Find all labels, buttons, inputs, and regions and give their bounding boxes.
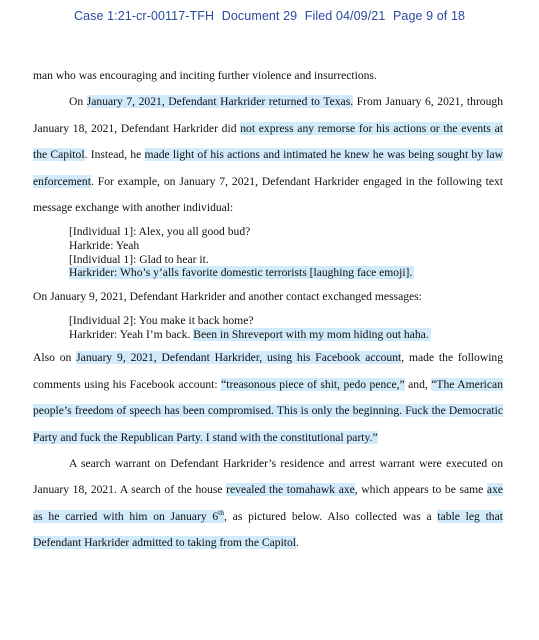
message-line: [Individual 1]: Glad to hear it.	[69, 252, 209, 266]
p2-text-g: . For example, on January 7, 2021, Defendant Harkrider engaged in the following text message exchange with another individual:	[33, 174, 503, 215]
text-message-exchange-2	[69, 314, 503, 341]
paragraph-2	[33, 89, 503, 221]
message-text: Harkrider: Yeah I’m back.	[69, 327, 194, 341]
message-line	[69, 266, 503, 280]
p5-text-d: axe as he carried with him on January 6	[33, 483, 504, 523]
document-number: Document 29	[221, 9, 298, 23]
message-line: Harkride: Yeah	[69, 239, 140, 253]
text-message-exchange-1	[69, 225, 503, 279]
p2-highlight-made-light: made light of his actions and intimated he knew he was being sought by law enforcement	[33, 148, 504, 188]
superscript-th: th	[218, 507, 225, 517]
paragraph-4	[33, 345, 503, 451]
p5-text-g: .	[296, 536, 299, 550]
document-body	[33, 63, 503, 557]
paragraph-1-text: man who was encouraging and inciting further violence and insurrections.	[33, 69, 377, 82]
p5-text-e: , as pictured below. Also collected was a	[224, 509, 438, 523]
p2-text-a: On	[69, 95, 87, 109]
filed-date: Filed 04/09/21	[304, 9, 386, 23]
paragraph-5	[33, 451, 503, 557]
message-line	[69, 328, 503, 342]
p5-highlight-table-leg: table leg that Defendant Harkrider admitted to taking from the Capitol	[33, 509, 503, 550]
message-highlight-terrorists: Harkrider: Who’s y’alls favorite domestic terrorists [laughing face emoji].	[69, 266, 413, 280]
message-highlight-shreveport: Been in Shreveport with my mom hiding out haha.	[193, 327, 429, 341]
paragraph-3-text: On January 9, 2021, Defendant Harkrider and another contact exchanged messages:	[33, 289, 422, 303]
p4-highlight-quote-1: “treasonous piece of shit, pedo pence,”	[221, 377, 405, 391]
p2-highlight-returned: January 7, 2021, Defendant Harkrider returned to Texas.	[86, 95, 354, 109]
case-number: Case 1:21-cr-00117-TFH	[73, 9, 215, 23]
paragraph-3	[33, 284, 503, 310]
p4-text-e: and,	[404, 377, 432, 391]
message-line: [Individual 2]: You make it back home?	[69, 314, 254, 328]
paragraph-1	[33, 63, 503, 89]
p2-text-e: . Instead, he	[84, 148, 145, 162]
page-number: Page 9 of 18	[392, 9, 466, 23]
p2-highlight-no-remorse: not express any remorse for his actions or the events at the Capitol	[33, 121, 503, 162]
p4-text-c: , made the following comments using his Facebook account:	[33, 351, 504, 391]
p5-text-c: , which appears to be same	[354, 483, 487, 497]
p5-highlight-tomahawk: revealed the tomahawk axe	[226, 483, 355, 497]
p5-text-a: A search warrant on Defendant Harkrider’s residence and arrest warrant were executed on January 18, 2021. A search of the house	[33, 457, 503, 497]
p4-text-a: Also on	[33, 351, 77, 365]
p4-highlight-facebook: January 9, 2021, Defendant Harkrider, using his Facebook account	[76, 351, 402, 365]
message-line: [Individual 1]: Alex, you all good bud?	[69, 225, 251, 239]
p2-text-c: From January 6, 2021, through January 18, 2021, Defendant Harkrider did	[33, 95, 503, 135]
document-header	[0, 9, 539, 23]
p4-highlight-quote-2: “The American people’s freedom of speech has been compromised. This is only the beginning. Fuck the Democratic Party and fuck the Republican Party. I stand with the constitutional party.”	[33, 377, 503, 444]
